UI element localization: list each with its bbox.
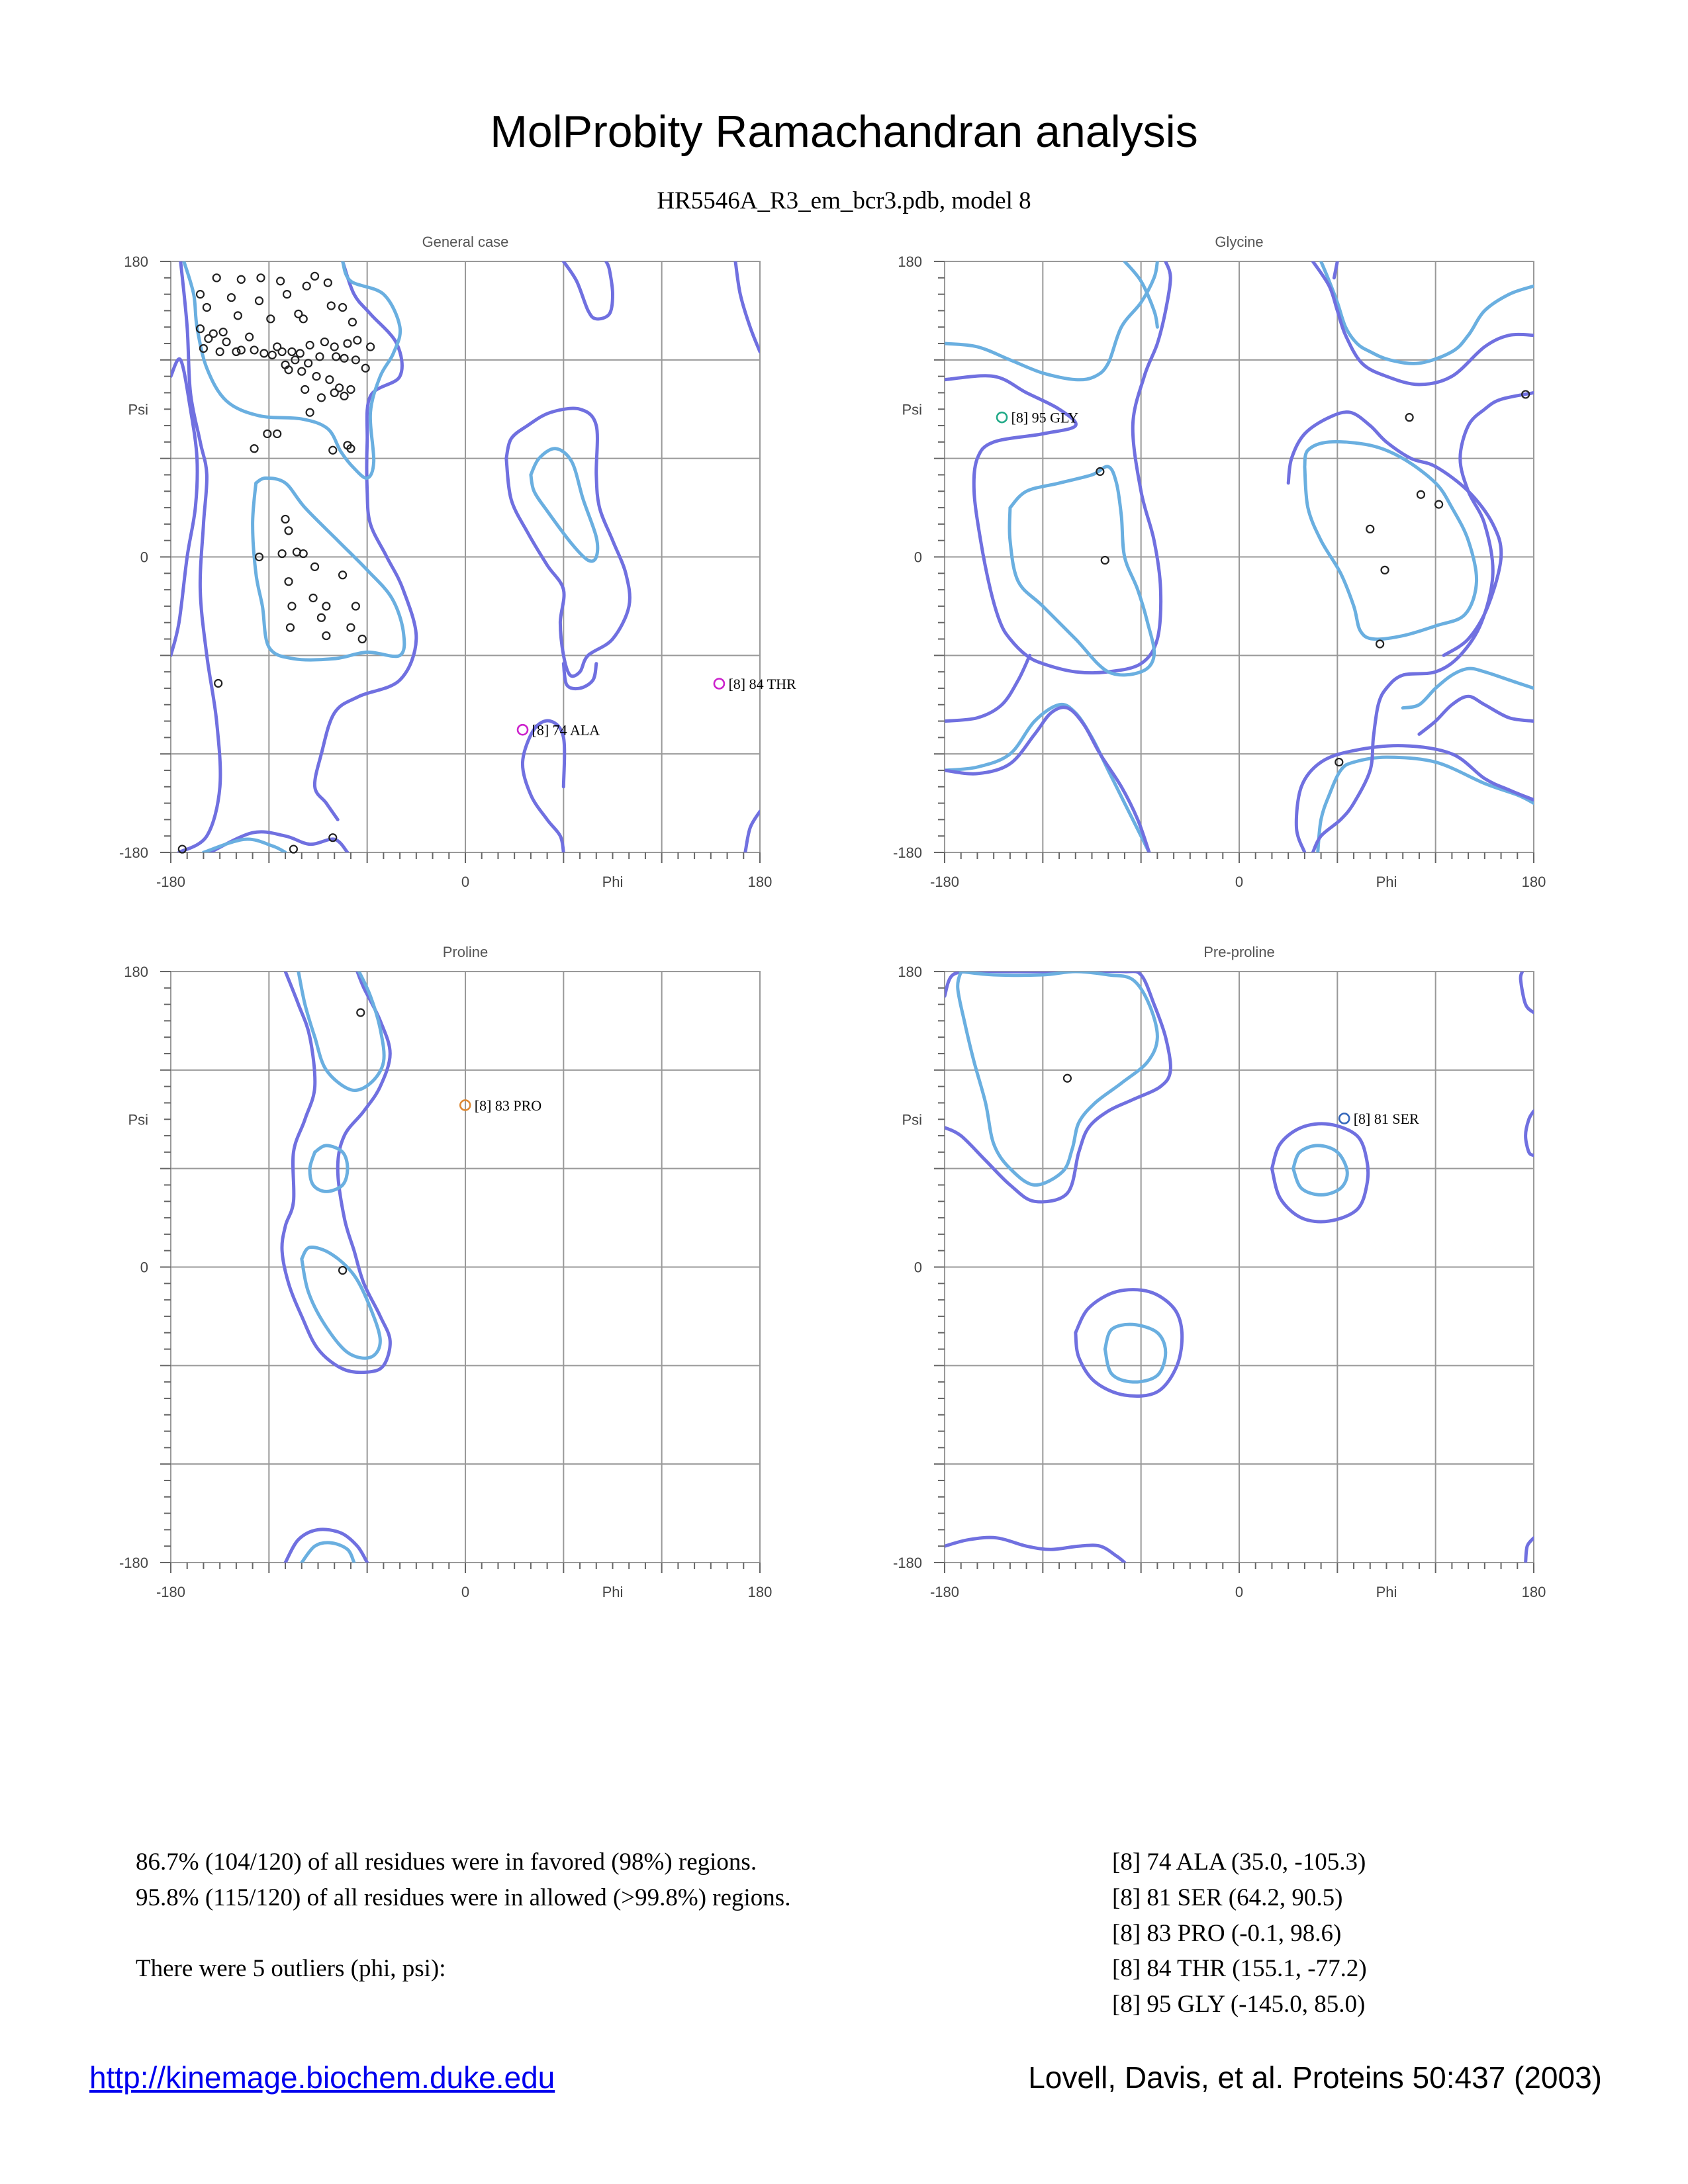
outlier-entry: [8] 84 THR (155.1, -77.2) [1112, 1955, 1367, 1982]
x-tick-label: 0 [1235, 874, 1244, 890]
residue-point [285, 527, 293, 534]
x-tick-label: -180 [156, 874, 186, 890]
residue-point [341, 355, 348, 362]
allowed-contour [1272, 1124, 1368, 1222]
y-tick-label: 0 [914, 549, 922, 566]
ramachandran-panel [119, 944, 772, 1600]
residue-point [310, 594, 317, 602]
residue-point [306, 341, 314, 349]
outlier-label: [8] 84 THR [728, 675, 796, 692]
allowed-contour [1419, 696, 1534, 734]
residue-point [279, 348, 286, 355]
allowed-contour [563, 664, 596, 689]
residue-point [1335, 758, 1342, 766]
allowed-contour [563, 261, 612, 319]
x-tick-label: 0 [1235, 1584, 1244, 1600]
residue-point [228, 294, 235, 301]
y-tick-label: Psi [128, 401, 148, 418]
outlier-entry: [8] 74 ALA (35.0, -105.3) [1112, 1848, 1366, 1876]
residue-point [298, 368, 305, 375]
outlier-point [997, 412, 1007, 422]
x-tick-label: 0 [461, 874, 470, 890]
residue-point [297, 349, 304, 357]
residue-point [313, 373, 320, 380]
page-subtitle: HR5546A_R3_em_bcr3.pdb, model 8 [657, 187, 1031, 214]
outlier-entry: [8] 83 PRO (-0.1, 98.6) [1112, 1920, 1342, 1947]
residue-point [214, 680, 222, 687]
allowed-contour [745, 811, 760, 852]
x-tick-label: 180 [747, 874, 773, 890]
y-tick-label: 180 [124, 964, 148, 980]
x-tick-label: 180 [1521, 1584, 1546, 1600]
residue-point [287, 624, 294, 631]
residue-point [223, 338, 230, 345]
residue-point [1376, 640, 1383, 647]
residue-point [331, 389, 338, 396]
residue-point [341, 392, 348, 400]
residue-point [318, 614, 325, 621]
x-tick-label: Phi [1376, 1584, 1397, 1600]
outliers-intro: There were 5 outliers (phi, psi): [136, 1955, 446, 1982]
residue-point [203, 304, 211, 311]
residue-point [257, 274, 264, 281]
residue-point [349, 318, 356, 326]
allowed-contour [945, 655, 1030, 721]
residue-point [256, 297, 263, 304]
favored-contour [1305, 442, 1477, 639]
residue-point [353, 337, 361, 344]
residue-point [197, 291, 204, 298]
residue-point [288, 602, 295, 610]
residue-point [347, 386, 354, 393]
residue-point [283, 291, 291, 298]
residue-point [303, 283, 310, 290]
residue-point [316, 353, 323, 360]
outlier-point [714, 678, 724, 688]
allowed-contour [1313, 261, 1534, 385]
outlier-label: [8] 74 ALA [532, 721, 600, 739]
residue-point [301, 386, 308, 393]
residue-point [305, 359, 312, 367]
residue-point [1382, 567, 1389, 574]
allowed-contour [506, 408, 630, 676]
residue-point [279, 550, 286, 557]
residue-point [1417, 491, 1425, 498]
residue-point [318, 394, 325, 401]
citation-text: Lovell, Davis, et al. Proteins 50:437 (2003) [1028, 2060, 1602, 2095]
residue-point [290, 846, 297, 853]
residue-point [234, 312, 242, 319]
residue-point [263, 430, 271, 437]
favored-contour [1105, 1324, 1166, 1382]
panel-title: Glycine [1215, 234, 1264, 250]
residue-point [362, 365, 369, 372]
y-tick-label: 180 [124, 253, 148, 270]
residue-point [352, 602, 359, 610]
y-tick-label: 0 [140, 549, 148, 566]
residue-point [273, 430, 281, 437]
residue-point [347, 624, 354, 631]
allowed-contour [522, 721, 564, 852]
favored-contour [1293, 1146, 1348, 1195]
favored-contour [299, 972, 384, 1091]
y-tick-label: 180 [898, 964, 922, 980]
outlier-label: [8] 95 GLY [1011, 409, 1079, 426]
residue-point [339, 304, 346, 311]
favored-contour [958, 972, 1158, 1185]
residue-point [331, 343, 338, 350]
favored-contour [531, 449, 598, 561]
allowed-contour [945, 261, 1170, 673]
outlier-point [518, 725, 528, 735]
x-tick-label: -180 [156, 1584, 186, 1600]
residue-point [311, 273, 318, 280]
residue-point [300, 315, 307, 322]
favored-contour [945, 261, 1157, 380]
x-tick-label: -180 [929, 1584, 960, 1600]
residue-point [306, 409, 314, 416]
allowed-contour [1526, 1538, 1534, 1563]
favored-stat: 86.7% (104/120) of all residues were in favored (98%) regions. [136, 1848, 757, 1876]
residue-point [1102, 557, 1109, 564]
allowed-contour [945, 972, 1170, 1202]
residue-point [232, 348, 240, 355]
residue-point [322, 602, 330, 610]
y-tick-label: 0 [914, 1259, 922, 1276]
x-tick-label: Phi [602, 1584, 624, 1600]
allowed-contour [282, 972, 390, 1373]
panel-title: General case [422, 234, 509, 250]
x-tick-label: 0 [461, 1584, 470, 1600]
residue-point [339, 1267, 346, 1274]
residue-point [321, 338, 328, 345]
residue-point [282, 516, 289, 523]
y-tick-label: Psi [128, 1111, 148, 1128]
residue-point [311, 563, 318, 570]
x-tick-label: -180 [929, 874, 960, 890]
residue-point [238, 276, 245, 283]
allowed-stat: 95.8% (115/120) of all residues were in allowed (>99.8%) regions. [136, 1884, 791, 1911]
panel-title: Proline [442, 944, 489, 960]
residue-point [213, 274, 220, 281]
residue-point [367, 343, 374, 350]
residue-point [324, 279, 332, 287]
allowed-contour [1521, 972, 1534, 1013]
y-tick-label: -180 [892, 1555, 922, 1571]
kinemage-link[interactable]: http://kinemage.biochem.duke.edu [89, 2060, 555, 2095]
y-tick-label: Psi [902, 401, 922, 418]
ramachandran-panel [893, 944, 1546, 1600]
x-tick-label: 180 [1521, 874, 1546, 890]
y-tick-label: 0 [140, 1259, 148, 1276]
allowed-contour [735, 261, 760, 351]
residue-point [267, 315, 274, 322]
residue-point [329, 447, 336, 454]
residue-point [339, 571, 346, 578]
allowed-contour [945, 1537, 1125, 1563]
y-tick-label: -180 [892, 844, 922, 861]
x-tick-label: Phi [602, 874, 624, 890]
y-tick-label: -180 [118, 844, 148, 861]
residue-point [220, 328, 227, 336]
residue-point [246, 334, 253, 341]
panel-title: Pre-proline [1203, 944, 1275, 960]
favored-contour [1318, 757, 1534, 852]
residue-point [326, 376, 333, 383]
x-tick-label: 180 [747, 1584, 773, 1600]
favored-contour [1009, 467, 1154, 675]
outlier-point [1339, 1114, 1349, 1124]
ramachandran-panel [893, 234, 1546, 890]
page-title: MolProbity Ramachandran analysis [490, 107, 1198, 157]
residue-point [269, 351, 276, 359]
allowed-contour [1288, 412, 1501, 656]
allowed-contour [314, 261, 416, 819]
y-tick-label: -180 [118, 1555, 148, 1571]
residue-point [251, 346, 258, 353]
residue-point [1435, 501, 1442, 508]
residue-point [285, 578, 293, 585]
residue-point [251, 445, 258, 452]
allowed-contour [1526, 1111, 1534, 1156]
residue-point [1406, 414, 1413, 421]
residue-point [205, 335, 212, 342]
outlier-label: [8] 83 PRO [474, 1097, 542, 1114]
ramachandran-panel [119, 234, 796, 890]
residue-point [288, 348, 295, 355]
y-tick-label: 180 [898, 253, 922, 270]
residue-point [332, 353, 340, 360]
y-tick-label: Psi [902, 1111, 922, 1128]
residue-point [216, 348, 224, 355]
residue-point [357, 1009, 364, 1017]
residue-point [1064, 1075, 1071, 1082]
residue-point [322, 632, 330, 639]
residue-point [328, 302, 335, 309]
favored-contour [945, 704, 1149, 852]
allowed-contour [945, 707, 1149, 852]
outlier-label: [8] 81 SER [1353, 1111, 1419, 1128]
residue-point [1366, 525, 1374, 533]
residue-point [260, 349, 267, 357]
residue-point [359, 635, 366, 643]
allowed-contour [1296, 746, 1534, 852]
residue-point [238, 346, 245, 353]
residue-point [344, 340, 352, 347]
outlier-entry: [8] 81 SER (64.2, 90.5) [1112, 1884, 1343, 1911]
outlier-entry: [8] 95 GLY (-145.0, 85.0) [1112, 1991, 1366, 2018]
allowed-contour [285, 1529, 367, 1563]
residue-point [277, 277, 284, 285]
x-tick-label: Phi [1376, 874, 1397, 890]
favored-contour [302, 1543, 354, 1563]
